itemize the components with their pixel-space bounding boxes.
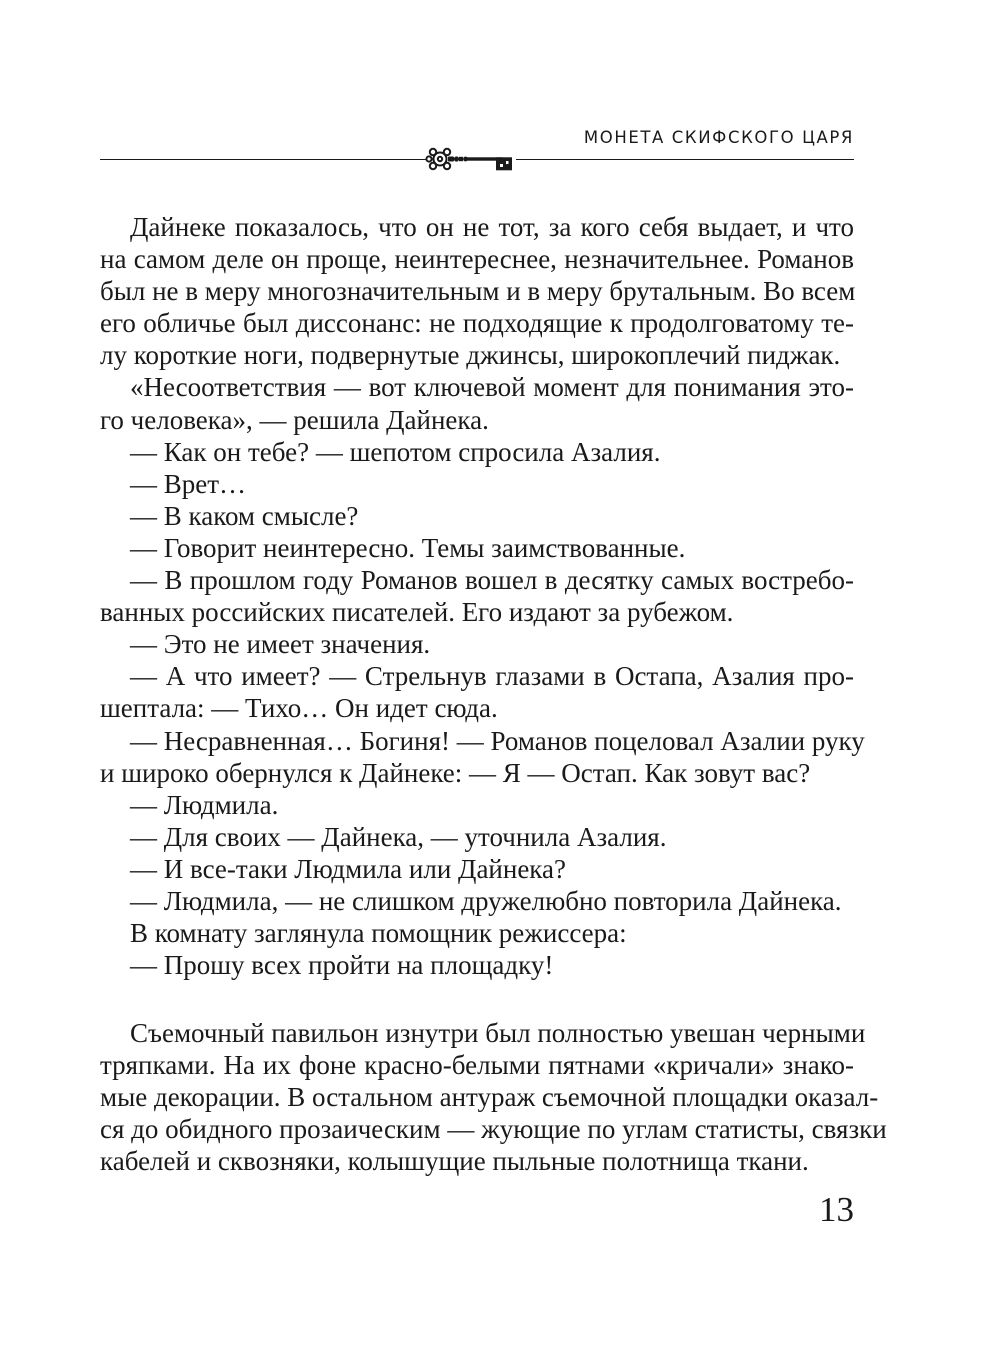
running-head: МОНЕТА СКИФСКОГО ЦАРЯ xyxy=(583,128,854,147)
dialogue-line: и широко обернулся к Дайнеке: — Я — Остап. Как зовут вас? xyxy=(100,757,811,788)
paragraph-line: «Несоответствия — вот ключевой момент для понимания это- xyxy=(130,372,854,403)
paragraph-line: В комнату заглянула помощник режиссера: xyxy=(130,918,627,949)
page-number: 13 xyxy=(819,1190,854,1229)
paragraph-line: был не в меру многозначительным и в меру брутальным. Во всем xyxy=(100,276,856,307)
dialogue-line: — А что имеет? — Стрельнув глазами в Остапа, Азалия про- xyxy=(130,661,854,692)
main-text-section-2 xyxy=(100,1017,887,1177)
dialogue-line: — И все-таки Людмила или Дайнека? xyxy=(130,853,566,884)
header-rule-left xyxy=(100,159,426,160)
main-text-section-1 xyxy=(100,211,865,981)
paragraph-line: кабелей и сквозняки, колышущие пыльные полотнища ткани. xyxy=(100,1146,809,1177)
paragraph-line: на самом деле он проще, неинтереснее, незначительнее. Романов xyxy=(100,244,854,275)
paragraph-line: Съемочный павильон изнутри был полностью увешан черными xyxy=(130,1018,866,1048)
paragraph-line: тряпками. На их фоне красно-белыми пятнами «кричали» знако- xyxy=(100,1050,854,1081)
paragraph-line: ся до обидного прозаическим — жующие по углам статисты, связки xyxy=(100,1114,887,1145)
dialogue-line: — Людмила. xyxy=(130,789,279,820)
paragraph-line: го человека», — решила Дайнека. xyxy=(100,404,489,435)
dialogue-line: ванных российских писателей. Его издают за рубежом. xyxy=(100,597,734,628)
dialogue-line: — В каком смысле? xyxy=(130,500,359,531)
paragraph-line: лу короткие ноги, подвернутые джинсы, широкоплечий пиджак. xyxy=(100,340,841,371)
dialogue-line: — Для своих — Дайнека, — уточнила Азалия. xyxy=(130,821,667,852)
dialogue-line: — Врет… xyxy=(130,468,247,499)
dialogue-line: — Как он тебе? — шепотом спросила Азалия. xyxy=(130,436,661,467)
paragraph-line: его обличье был диссонанс: не подходящие к продолговатому те- xyxy=(100,308,854,339)
dialogue-line: — Несравненная… Богиня! — Романов поцеловал Азалии руку xyxy=(130,725,865,756)
paragraph-line: мые декорации. В остальном антураж съемочной площадки оказал- xyxy=(100,1082,879,1113)
dialogue-line: — В прошлом году Романов вошел в десятку самых востребо- xyxy=(130,565,854,596)
dialogue-line: — Людмила, — не слишком дружелюбно повторила Дайнека. xyxy=(130,885,842,916)
paragraph-line: Дайнеке показалось, что он не тот, за кого себя выдает, и что xyxy=(130,212,854,242)
dialogue-line: — Прошу всех пройти на площадку! xyxy=(130,950,554,981)
dialogue-line: — Это не имеет значения. xyxy=(130,629,431,660)
key-icon xyxy=(424,144,518,176)
dialogue-line: шептала: — Тихо… Он идет сюда. xyxy=(100,693,498,724)
dialogue-line: — Говорит неинтересно. Темы заимствованные. xyxy=(130,532,686,563)
header-rule-right xyxy=(516,159,854,160)
